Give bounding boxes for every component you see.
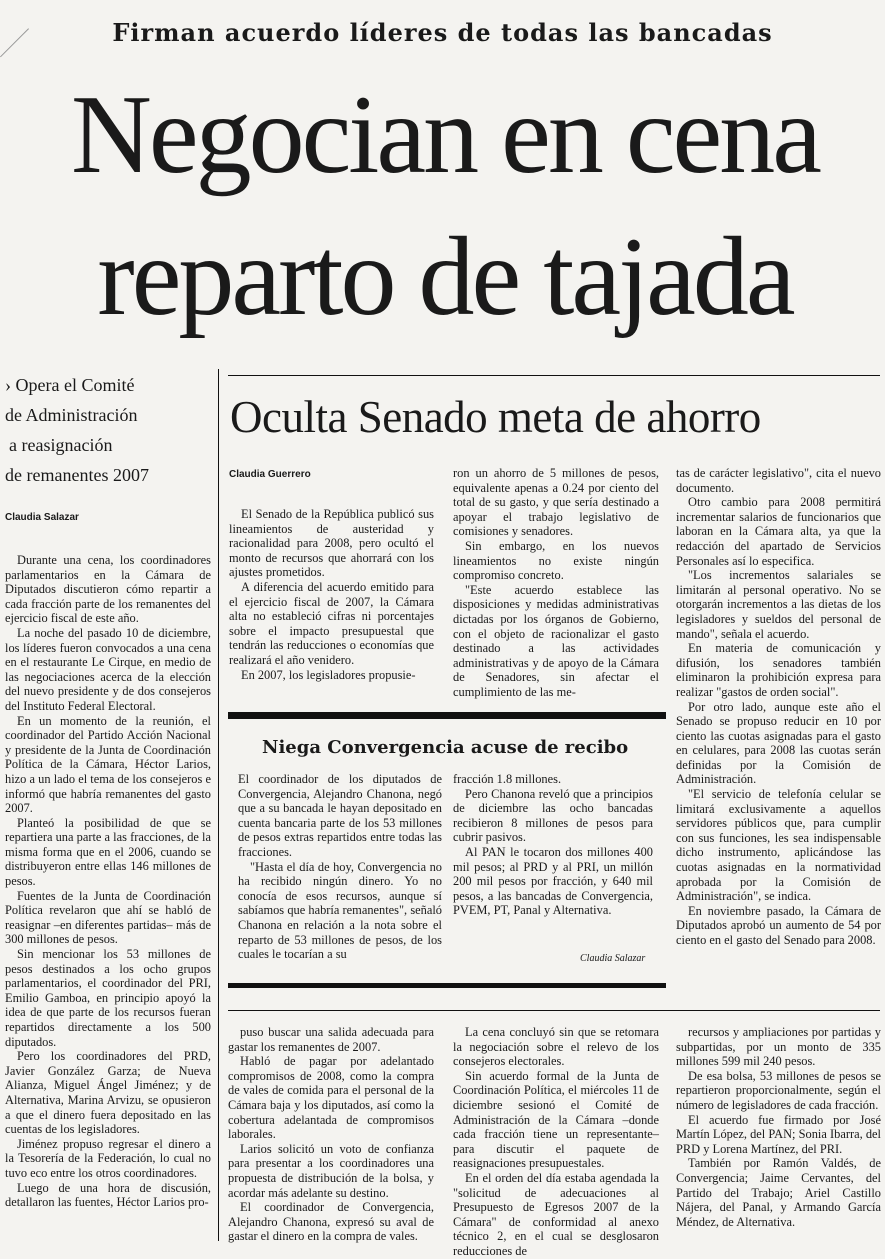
paragraph: El Senado de la República publicó sus lineamientos de austeridad y racionalidad para 2008, pero ocultó el monto de recursos que ahorrará con los ajustes prometidos. bbox=[229, 507, 434, 580]
paragraph: Larios solicitó un voto de confianza para presentar a los coordinadores una propuesta de distribución de la bolsa, y acordar más adelante su destino. bbox=[228, 1141, 434, 1200]
senado-column-2 bbox=[453, 466, 659, 700]
paragraph: En 2007, los legisladores propusie- bbox=[241, 667, 416, 682]
paragraph: "Este acuerdo establece las disposiciones y medidas administrativas dictadas por los órganos de Gobierno, con el objeto de racionalizar el gasto destinado a las actividades administrativas y de apoyo de la Cámara de Senadores, sin afectar el cumplimiento de las me- bbox=[453, 582, 659, 699]
paragraph: Al PAN le tocaron dos millones 400 mil pesos; al PRD y al PRI, un millón 200 mil pesos por fracción, y 640 mil pesos, a las bancadas de Convergencia, PVEM, PT, Panal y Alternativa. bbox=[453, 844, 653, 918]
column-divider bbox=[218, 369, 219, 1241]
paragraph: puso buscar una salida adecuada para gastar los remanentes de 2007. bbox=[228, 1025, 434, 1054]
main-column-2 bbox=[228, 1025, 434, 1244]
section-rule-bottom bbox=[228, 1010, 880, 1011]
deck-marker-icon: › bbox=[5, 375, 11, 395]
paragraph: También por Ramón Valdés, de Convergencia; Jaime Cervantes, del Partido del Trabajo; Ariel Castillo Nájera, del Panal, y Armando García Méndez, de Alternativa. bbox=[676, 1156, 881, 1229]
paragraph: Luego de una hora de discusión, detallaron las fuentes, Héctor Larios pro- bbox=[5, 1180, 211, 1210]
paragraph: Durante una cena, los coordinadores parlamentarios en la Cámara de Diputados discutieron cómo repartir a cada fracción parte de los remanentes del ejercicio fiscal de este año. bbox=[5, 553, 211, 626]
box-signature: Claudia Salazar bbox=[580, 953, 646, 964]
deck-line: › Opera el Comité bbox=[5, 375, 135, 395]
paragraph: En un momento de la reunión, el coordinador del Partido Acción Nacional y presidente de la Junta de Coordinación Política de la Cámara, Héctor Larios, hizo a un lado el tema de los consejeros e informó que habría remanentes del gasto 2007. bbox=[5, 713, 211, 816]
paragraph: En materia de comunicación y difusión, los senadores también eliminaron la prohibición expresa para realizar "gastos de orden social". bbox=[676, 641, 881, 699]
paragraph: Fuentes de la Junta de Coordinación Política revelaron que ahí se habló de reasignar –en diferentes partidas– más de 300 millones de pesos. bbox=[5, 888, 211, 947]
paragraph: Sin mencionar los 53 millones de pesos destinados a los ocho grupos parlamentarios, el coordinador del PRI, Emilio Gamboa, en principio apoyó la idea de que parte de los recursos fueran repartidos directamente a los 500 diputados. bbox=[5, 947, 211, 1049]
paragraph: fracción 1.8 millones. bbox=[453, 772, 562, 786]
paragraph: El coordinador de Convergencia, Alejandro Chanona, expresó su aval de gastar el dinero en la compra de vales. bbox=[228, 1200, 434, 1244]
senado-byline: Claudia Guerrero bbox=[229, 469, 311, 480]
deck bbox=[5, 370, 195, 490]
paragraph: ron un ahorro de 5 millones de pesos, equivalente apenas a 0.24 por ciento del total de su gasto, y que sería destinado a apoyar el trabajo legislativo de comisiones y senadores. bbox=[453, 466, 659, 539]
paragraph: Planteó la posibilidad de que se repartiera una parte a las fracciones, de la misma forma que en el 2006, cuando se distribuyeron entre ellas 146 millones de pesos. bbox=[5, 815, 211, 889]
paragraph: El coordinador de los diputados de Convergencia, Alejandro Chanona, negó que a su bancada le hayan depositado en cuenta bancaria parte de los 53 millones de pesos extras repartidos entre todas las fracciones. bbox=[238, 772, 442, 859]
paragraph: Otro cambio para 2008 permitirá incrementar salarios de funcionarios que laboran en la Cámara alta, ya que la redacción del apartado de Servicios Personales así lo especifica. bbox=[676, 495, 881, 568]
paragraph: El acuerdo fue firmado por José Martín López, del PAN; Sonia Ibarra, del PRD y Lorena Martínez, del PRI. bbox=[676, 1112, 881, 1156]
headline-line-2: reparto de tajada bbox=[97, 215, 793, 339]
senado-headline: Oculta Senado meta de ahorro bbox=[230, 392, 761, 442]
deck-line: de Administración bbox=[5, 405, 138, 425]
paragraph: "Los incrementos salariales se limitarán al personal operativo. No se otorgarán incrementos a las dietas de los legisladores y sueldos del personal de mando", señala el acuerdo. bbox=[676, 568, 881, 641]
box-column-1 bbox=[238, 772, 442, 962]
senado-column-1 bbox=[229, 507, 434, 682]
paragraph: Pero los coordinadores del PRD, Javier González Garza; de Nueva Alianza, Miguel Ángel Jiménez; y de Alternativa, Marina Arvizu, se opusieron a que el dinero fuera depositado en las cuentas de los legisladores. bbox=[5, 1049, 211, 1137]
main-column-1 bbox=[5, 553, 211, 1210]
paragraph: "El servicio de telefonía celular se limitará exclusivamente a aquellos servidores públicos que, para cumplir con sus funciones, les sea indispensable dicho instrumento, aplicándose las cuotas asignadas en la normatividad aprobada por la Comisión de Administración", se indica. bbox=[676, 787, 881, 904]
main-column-4 bbox=[676, 1025, 881, 1229]
main-byline: Claudia Salazar bbox=[5, 512, 79, 523]
paragraph: Sin embargo, en los nuevos lineamientos no existe ningún compromiso concreto. bbox=[453, 538, 659, 583]
paragraph: En noviembre pasado, la Cámara de Diputados aprobó un aumento de 54 por ciento en el gasto del Senado para 2008. bbox=[676, 903, 881, 947]
paragraph: En el orden del día estaba agendada la "solicitud de adecuaciones al Presupuesto de Egresos 2007 de la Cámara" de conformidad al anexo técnico 2, en el cual se desglosaron reducciones de bbox=[453, 1170, 659, 1258]
box-bottom-bar bbox=[228, 983, 666, 988]
deck-line: a reasignación bbox=[9, 435, 113, 455]
box-column-2 bbox=[453, 772, 653, 918]
paragraph: tas de carácter legislativo", cita el nuevo documento. bbox=[676, 466, 881, 495]
senado-column-3 bbox=[676, 466, 881, 948]
kicker: Firman acuerdo líderes de todas las bancadas bbox=[112, 18, 773, 47]
box-top-bar bbox=[228, 712, 666, 719]
paragraph: Sin acuerdo formal de la Junta de Coordinación Política, el miércoles 11 de diciembre sesionó el Comité de Administración de la Cámara –donde cada fracción tiene un representante– para discutir el paquete de reasignaciones presupuestales. bbox=[453, 1068, 659, 1171]
paragraph: De esa bolsa, 53 millones de pesos se repartieron proporcionalmente, según el número de legisladores de cada fracción. bbox=[676, 1068, 881, 1112]
deck-line: de remanentes 2007 bbox=[5, 465, 149, 485]
paragraph: La cena concluyó sin que se retomara la negociación sobre el relevo de los consejeros electorales. bbox=[453, 1025, 659, 1069]
paragraph: recursos y ampliaciones por partidas y subpartidas, por un monto de 335 millones 599 mil 240 pesos. bbox=[676, 1025, 881, 1069]
box-headline: Niega Convergencia acuse de recibo bbox=[262, 737, 629, 758]
paragraph: "Hasta el día de hoy, Convergencia no ha recibido ningún dinero. Yo no conocía de esos recursos, aunque sí sabíamos que habría remanentes", señaló Chanona en relación a la nota sobre el reparto de 53 millones de pesos, de los cuales le tocarían a su bbox=[238, 859, 442, 962]
headline-line-1: Negocian en cena bbox=[71, 73, 819, 197]
paragraph: Por otro lado, aunque este año el Senado se propuso reducir en 10 por ciento las cuotas asignadas para el gasto en celulares, para 2008 las cuotas serán definidas por la Comisión de Administración. bbox=[676, 699, 881, 787]
paragraph: La noche del pasado 10 de diciembre, los líderes fueron convocados a una cena en el restaurante Le Cirque, en medio de las negociaciones acerca de la elección del nuevo presidente y de dos consejeros del Instituto Federal Electoral. bbox=[5, 625, 211, 713]
paragraph: Habló de pagar por adelantado compromisos de 2008, como la compra de vales de comida para el personal de la Cámara baja y los diputados, así como la cobertura adelantada de compromisos laborales. bbox=[228, 1054, 434, 1142]
paragraph: Jiménez propuso regresar el dinero a la Tesorería de la Federación, lo cual no tuvo eco entre los otros coordinadores. bbox=[5, 1136, 211, 1180]
paragraph: Pero Chanona reveló que a principios de diciembre las ocho bancadas recibieron 8 millones de pesos para cubrir pasivos. bbox=[453, 786, 653, 845]
paragraph: A diferencia del acuerdo emitido para el ejercicio fiscal de 2007, la Cámara alta no estableció cifras ni porcentajes sobre el impacto presupuestal que tendrán las reducciones o economías que realizará el año venidero. bbox=[229, 579, 434, 667]
section-rule-top bbox=[228, 375, 880, 376]
main-column-3 bbox=[453, 1025, 659, 1259]
